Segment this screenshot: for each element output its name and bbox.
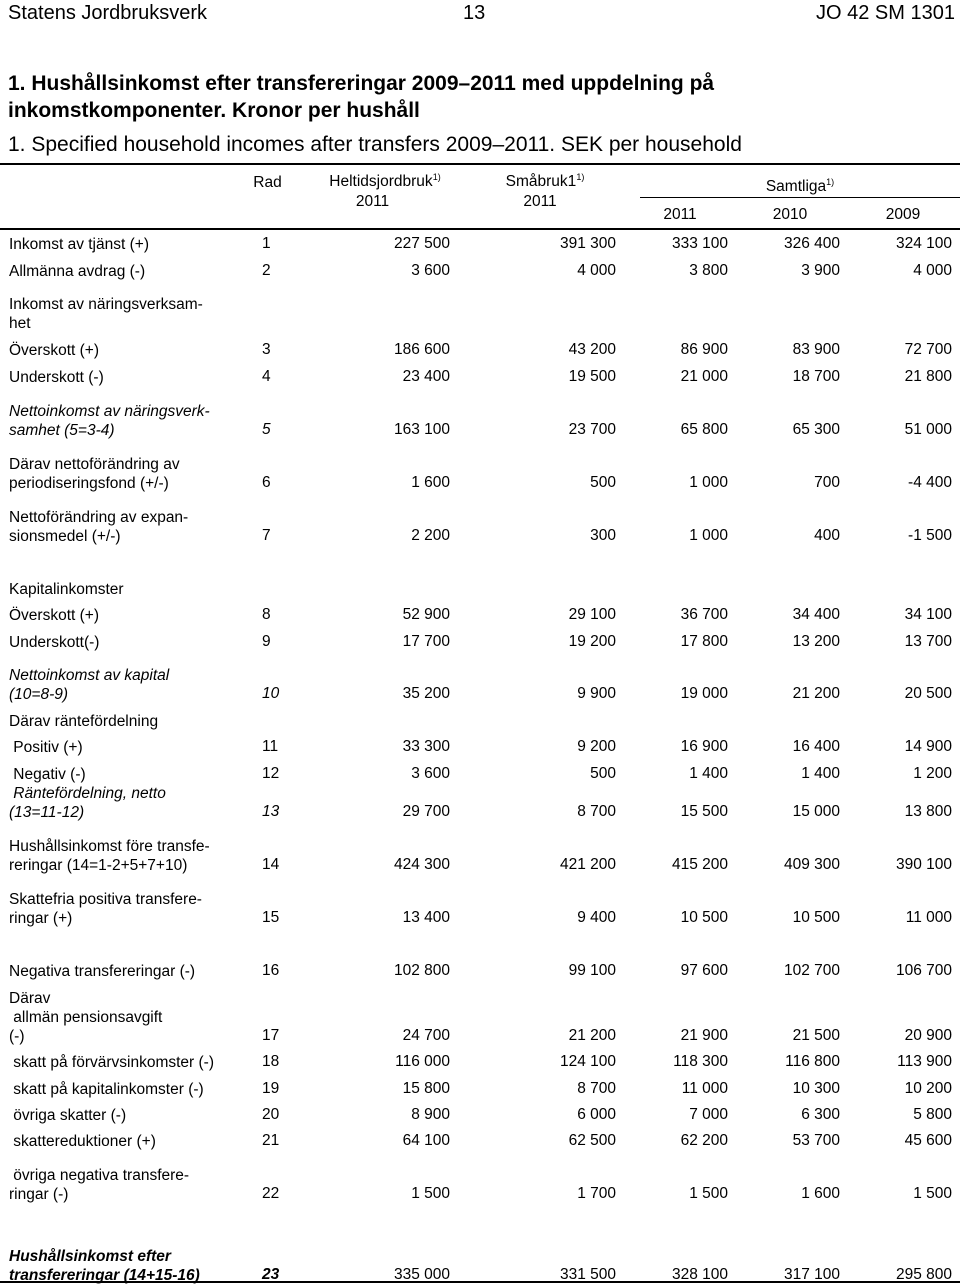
cell-value: 5 800	[913, 1106, 952, 1123]
row-label: het	[9, 315, 31, 332]
cell-value: 8 900	[411, 1106, 450, 1123]
row-label: Underskott (-)	[9, 369, 104, 386]
row-number: 20	[262, 1106, 280, 1123]
cell-value: 324 100	[895, 235, 952, 252]
cell-value: 16 400	[792, 738, 840, 755]
row-label: samhet (5=3-4)	[9, 422, 115, 439]
cell-value: 18 700	[792, 368, 840, 385]
row-label: Kapitalinkomster	[9, 581, 124, 598]
row-number: 13	[262, 803, 280, 820]
cell-value: 21 800	[904, 368, 952, 385]
cell-value: 3 800	[689, 262, 728, 279]
table-title-sv-line2: inkomstkomponenter. Kronor per hushåll	[8, 99, 420, 122]
row-number: 21	[262, 1132, 280, 1149]
row-number: 22	[262, 1185, 280, 1202]
row-label: skatt på kapitalinkomster (-)	[9, 1081, 204, 1098]
cell-value: 16 900	[680, 738, 728, 755]
cell-value: 163 100	[393, 421, 450, 438]
cell-value: 35 200	[402, 685, 450, 702]
cell-value: 328 100	[671, 1266, 728, 1283]
row-number: 16	[262, 962, 280, 979]
cell-value: 3 600	[411, 262, 450, 279]
row-number: 15	[262, 909, 280, 926]
cell-value: 21 200	[568, 1027, 616, 1044]
row-label: (13=11-12)	[9, 804, 85, 821]
cell-value: 118 300	[673, 1053, 728, 1070]
cell-value: 17 800	[680, 633, 728, 650]
cell-value: 8 700	[577, 1080, 616, 1097]
cell-value: 6 300	[801, 1106, 840, 1123]
cell-value: 21 000	[680, 368, 728, 385]
col-header-smabruk: Småbruk1$^{1)}$	[505, 172, 585, 191]
cell-value: 186 600	[393, 341, 450, 358]
row-label: Nettoinkomst av näringsverk-	[9, 403, 210, 420]
cell-value: 14 900	[904, 738, 952, 755]
cell-value: 45 600	[904, 1132, 952, 1149]
cell-value: 53 700	[792, 1132, 840, 1149]
samtliga-underline	[640, 197, 960, 198]
header-bottom-rule	[0, 228, 960, 230]
cell-value: 11 000	[681, 1080, 728, 1097]
cell-value: 424 300	[393, 856, 450, 873]
row-number: 4	[262, 368, 271, 385]
cell-value: 102 700	[783, 962, 840, 979]
cell-value: 13 200	[792, 633, 840, 650]
header-top-rule	[0, 163, 960, 165]
cell-value: 1 500	[913, 1185, 952, 1202]
cell-value: 19 500	[568, 368, 616, 385]
cell-value: 11 000	[905, 909, 952, 926]
cell-value: 19 200	[568, 633, 616, 650]
cell-value: 9 200	[577, 738, 616, 755]
cell-value: 43 200	[568, 341, 616, 358]
cell-value: 19 000	[680, 685, 728, 702]
cell-value: 335 000	[393, 1266, 450, 1283]
cell-value: 3 900	[801, 262, 840, 279]
row-label: Därav	[9, 990, 51, 1007]
cell-value: 13 700	[904, 633, 952, 650]
row-label: reringar (14=1-2+5+7+10)	[9, 857, 188, 874]
cell-value: 21 200	[792, 685, 840, 702]
row-number: 2	[262, 262, 271, 279]
row-number: 1	[262, 235, 271, 252]
row-number: 8	[262, 606, 271, 623]
row-label: Hushållsinkomst efter	[9, 1248, 171, 1265]
row-label: Inkomst av näringsverksam-	[9, 296, 203, 313]
cell-value: 13 400	[402, 909, 450, 926]
cell-value: 86 900	[680, 341, 728, 358]
row-label: övriga negativa transfere-	[9, 1167, 190, 1184]
cell-value: 20 900	[904, 1027, 952, 1044]
row-label: Allmänna avdrag (-)	[9, 263, 146, 280]
cell-value: 317 100	[783, 1266, 840, 1283]
cell-value: 113 900	[897, 1053, 952, 1070]
row-label: transfereringar (14+15-16)	[9, 1267, 200, 1284]
cell-value: 10 300	[792, 1080, 840, 1097]
cell-value: 34 400	[792, 606, 840, 623]
cell-value: 29 100	[568, 606, 616, 623]
row-label: Hushållsinkomst före transfe-	[9, 838, 210, 855]
cell-value: 8 700	[577, 803, 616, 820]
row-number: 7	[262, 527, 271, 544]
row-label: skatt på förvärvsinkomster (-)	[9, 1054, 214, 1071]
cell-value: 15 800	[402, 1080, 450, 1097]
col-header-samtliga: Samtliga$^{1)}$	[765, 177, 835, 196]
row-number: 19	[262, 1080, 280, 1097]
cell-value: 4 000	[913, 262, 952, 279]
cell-value: 1 000	[689, 527, 728, 544]
row-number: 5	[262, 421, 271, 438]
row-label: Nettoförändring av expan-	[9, 509, 189, 526]
row-number: 6	[262, 474, 271, 491]
row-label: (-)	[9, 1028, 25, 1045]
cell-value: 4 000	[577, 262, 616, 279]
cell-value: 409 300	[783, 856, 840, 873]
cell-value: 99 100	[568, 962, 616, 979]
cell-value: 6 000	[577, 1106, 616, 1123]
cell-value: 2 200	[411, 527, 450, 544]
table-title-en: 1. Specified household incomes after transfers 2009–2011. SEK per household	[8, 133, 742, 156]
cell-value: 17 700	[402, 633, 450, 650]
cell-value: -4 400	[908, 474, 952, 491]
cell-value: 391 300	[559, 235, 616, 252]
row-label: ringar (-)	[9, 1186, 69, 1203]
cell-value: 65 800	[680, 421, 728, 438]
cell-value: 23 400	[402, 368, 450, 385]
cell-value: 15 500	[680, 803, 728, 820]
cell-value: 20 500	[904, 685, 952, 702]
cell-value: 331 500	[559, 1266, 616, 1283]
col-header-heltid-year: 2011	[355, 193, 390, 210]
row-number: 14	[262, 856, 280, 873]
cell-value: 64 100	[402, 1132, 450, 1149]
row-number: 9	[262, 633, 271, 650]
cell-value: 72 700	[904, 341, 952, 358]
cell-value: 500	[590, 765, 616, 782]
row-label: Därav nettoförändring av	[9, 456, 180, 473]
cell-value: 33 300	[402, 738, 450, 755]
row-label: Inkomst av tjänst (+)	[9, 236, 149, 253]
col-header-2009: 2009	[885, 206, 921, 223]
row-label: Positiv (+)	[9, 739, 83, 756]
row-number: 17	[262, 1027, 280, 1044]
row-label: Därav räntefördelning	[9, 713, 159, 730]
agency-name: Statens Jordbruksverk	[8, 2, 207, 24]
row-label: skattereduktioner (+)	[9, 1133, 156, 1150]
cell-value: 1 700	[577, 1185, 616, 1202]
cell-value: 116 800	[785, 1053, 840, 1070]
cell-value: 1 400	[801, 765, 840, 782]
page-number: 13	[463, 2, 486, 24]
cell-value: 1 000	[689, 474, 728, 491]
col-header-2011: 2011	[663, 206, 697, 223]
cell-value: 415 200	[671, 856, 728, 873]
cell-value: 400	[814, 527, 840, 544]
row-number: 10	[262, 685, 280, 702]
cell-value: 390 100	[895, 856, 952, 873]
cell-value: 116 000	[395, 1053, 450, 1070]
cell-value: 102 800	[393, 962, 450, 979]
col-header-rad: Rad	[253, 174, 282, 191]
cell-value: 421 200	[559, 856, 616, 873]
row-label: Nettoinkomst av kapital	[9, 667, 170, 684]
row-label: Överskott (+)	[9, 607, 100, 624]
cell-value: 62 200	[680, 1132, 728, 1149]
row-label: periodiseringsfond (+/-)	[9, 475, 169, 492]
row-label: Negativa transfereringar (-)	[9, 963, 196, 980]
cell-value: 21 900	[680, 1027, 728, 1044]
cell-value: 1 200	[913, 765, 952, 782]
cell-value: 295 800	[895, 1266, 952, 1283]
cell-value: 15 000	[792, 803, 840, 820]
cell-value: 97 600	[680, 962, 728, 979]
row-number: 11	[262, 738, 279, 755]
row-label: (10=8-9)	[9, 686, 69, 703]
cell-value: 83 900	[792, 341, 840, 358]
cell-value: 700	[814, 474, 840, 491]
row-label: Skattefria positiva transfere-	[9, 891, 202, 908]
row-number: 3	[262, 341, 271, 358]
cell-value: 10 200	[904, 1080, 952, 1097]
cell-value: 10 500	[680, 909, 728, 926]
row-label: övriga skatter (-)	[9, 1107, 127, 1124]
row-number: 18	[262, 1053, 280, 1070]
row-number: 12	[262, 765, 280, 782]
cell-value: 7 000	[689, 1106, 728, 1123]
cell-value: 1 500	[411, 1185, 450, 1202]
cell-value: 1 600	[801, 1185, 840, 1202]
cell-value: -1 500	[908, 527, 952, 544]
cell-value: 34 100	[904, 606, 952, 623]
cell-value: 500	[590, 474, 616, 491]
row-label: ringar (+)	[9, 910, 73, 927]
col-header-2010: 2010	[772, 206, 808, 223]
cell-value: 326 400	[783, 235, 840, 252]
cell-value: 23 700	[568, 421, 616, 438]
cell-value: 24 700	[402, 1027, 450, 1044]
col-header-smabruk-year: 2011	[523, 193, 557, 210]
cell-value: 29 700	[402, 803, 450, 820]
cell-value: 106 700	[895, 962, 952, 979]
report-id: JO 42 SM 1301	[816, 2, 955, 24]
row-label: Räntefördelning, netto	[9, 785, 166, 802]
col-header-heltid: Heltidsjordbruk$^{1)}$	[329, 172, 441, 191]
cell-value: 9 400	[577, 909, 616, 926]
cell-value: 1 600	[411, 474, 450, 491]
cell-value: 65 300	[792, 421, 840, 438]
cell-value: 1 500	[689, 1185, 728, 1202]
row-label: sionsmedel (+/-)	[9, 528, 121, 545]
cell-value: 3 600	[411, 765, 450, 782]
cell-value: 36 700	[680, 606, 728, 623]
cell-value: 13 800	[904, 803, 952, 820]
row-label: Överskott (+)	[9, 342, 100, 359]
cell-value: 62 500	[568, 1132, 616, 1149]
row-label: allmän pensionsavgift	[9, 1009, 163, 1026]
row-label: Negativ (-)	[9, 766, 86, 783]
cell-value: 10 500	[792, 909, 840, 926]
cell-value: 21 500	[792, 1027, 840, 1044]
row-label: Underskott(-)	[9, 634, 100, 651]
cell-value: 300	[590, 527, 616, 544]
cell-value: 9 900	[577, 685, 616, 702]
cell-value: 52 900	[402, 606, 450, 623]
cell-value: 124 100	[559, 1053, 616, 1070]
table-title-sv-line1: 1. Hushållsinkomst efter transfereringar 2009–2011 med uppdelning på	[8, 72, 715, 95]
row-number: 23	[262, 1266, 280, 1283]
cell-value: 1 400	[689, 765, 728, 782]
cell-value: 227 500	[393, 235, 450, 252]
cell-value: 333 100	[671, 235, 728, 252]
cell-value: 51 000	[904, 421, 952, 438]
